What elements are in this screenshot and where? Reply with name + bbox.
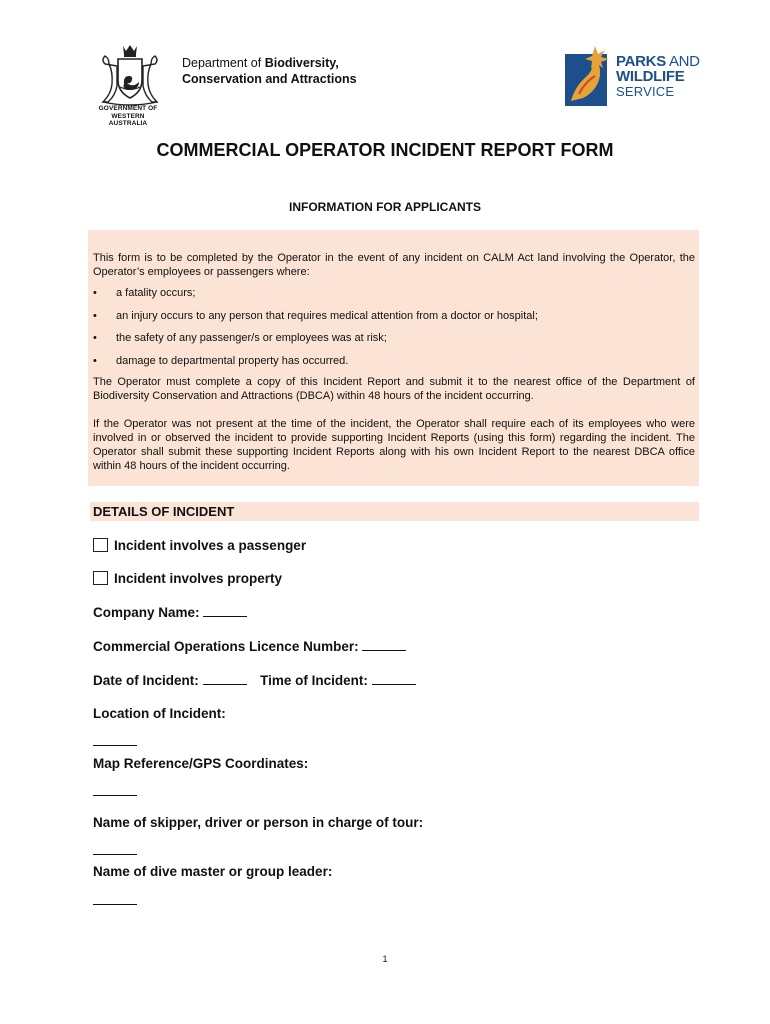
skipper-field[interactable] — [93, 854, 137, 855]
map-reference-field[interactable] — [93, 795, 137, 796]
company-name-field[interactable] — [203, 604, 247, 617]
dive-master-field[interactable] — [93, 904, 137, 905]
information-panel — [88, 230, 699, 486]
company-name-row — [93, 604, 247, 620]
department-bold-word: Biodiversity, — [264, 56, 339, 70]
passenger-checkbox-label: Incident involves a passenger — [114, 538, 307, 553]
property-checkbox-label: Incident involves property — [114, 571, 283, 586]
pw-line3: SERVICE — [616, 84, 675, 99]
pw-line2: WILDLIFE — [616, 68, 685, 85]
info-bullet-list — [93, 286, 693, 376]
pw-and: AND — [665, 53, 700, 70]
checkbox-row-property — [93, 571, 282, 586]
government-label — [93, 105, 163, 128]
list-item: • a fatality occurs; — [93, 286, 693, 309]
pw-parks: PARKS — [616, 53, 666, 70]
licence-number-field[interactable] — [362, 638, 406, 651]
pw-line1 — [616, 54, 700, 69]
list-item: • the safety of any passenger/s or employees was at risk; — [93, 331, 693, 354]
map-reference-label: Map Reference/GPS Coordinates: — [93, 756, 309, 771]
info-intro: This form is to be completed by the Operator in the event of any incident on CALM Act land involving the Operator, the Operator’s employees or passengers where: — [93, 252, 695, 278]
location-field[interactable] — [93, 745, 137, 746]
department-name — [182, 56, 357, 87]
government-label-line2: WESTERN AUSTRALIA — [108, 112, 148, 127]
company-name-label: Company Name: — [93, 605, 200, 620]
list-item: • damage to departmental property has occurred. — [93, 354, 693, 377]
page-number: 1 — [382, 954, 388, 964]
wa-government-crest — [95, 42, 165, 108]
time-field[interactable] — [372, 672, 416, 685]
department-prefix: Department of — [182, 56, 265, 70]
info-paragraph-employees: If the Operator was not present at the time of the incident, the Operator shall require each of its employees who were involved in or observed the incident to provide supporting Incident Reports (using this form) regarding the incident. The Operator shall submit these supporting Incident Reports along with his own Incident Report to the nearest DBCA office within 48 hours of the incident occurring. — [93, 418, 695, 472]
licence-number-row — [93, 638, 406, 654]
section-title-details: DETAILS OF INCIDENT — [90, 502, 699, 521]
date-label: Date of Incident: — [93, 673, 199, 688]
licence-number-label: Commercial Operations Licence Number: — [93, 639, 359, 654]
passenger-checkbox[interactable] — [93, 538, 108, 552]
department-line2: Conservation and Attractions — [182, 71, 357, 86]
dive-master-label: Name of dive master or group leader: — [93, 864, 333, 879]
date-field[interactable] — [203, 672, 247, 685]
parks-wildlife-wordmark — [616, 54, 700, 99]
form-title: COMMERCIAL OPERATOR INCIDENT REPORT FORM — [156, 140, 614, 160]
time-label: Time of Incident: — [260, 673, 368, 688]
property-checkbox[interactable] — [93, 571, 108, 585]
location-label: Location of Incident: — [93, 706, 226, 721]
list-item: • an injury occurs to any person that requires medical attention from a doctor or hospital; — [93, 309, 693, 332]
date-time-row — [93, 672, 416, 688]
government-label-line1: GOVERNMENT OF — [98, 105, 158, 112]
info-paragraph-submission: The Operator must complete a copy of this Incident Report and submit it to the nearest office of the Department of Biodiversity Conservation and Attractions (DBCA) within 48 hours of the incident occurring. — [93, 376, 695, 402]
form-subtitle: INFORMATION FOR APPLICANTS — [289, 200, 481, 214]
checkbox-row-passenger — [93, 538, 306, 553]
parks-wildlife-logo-icon — [565, 46, 613, 106]
skipper-label: Name of skipper, driver or person in charge of tour: — [93, 815, 424, 830]
department-line1 — [182, 56, 357, 72]
